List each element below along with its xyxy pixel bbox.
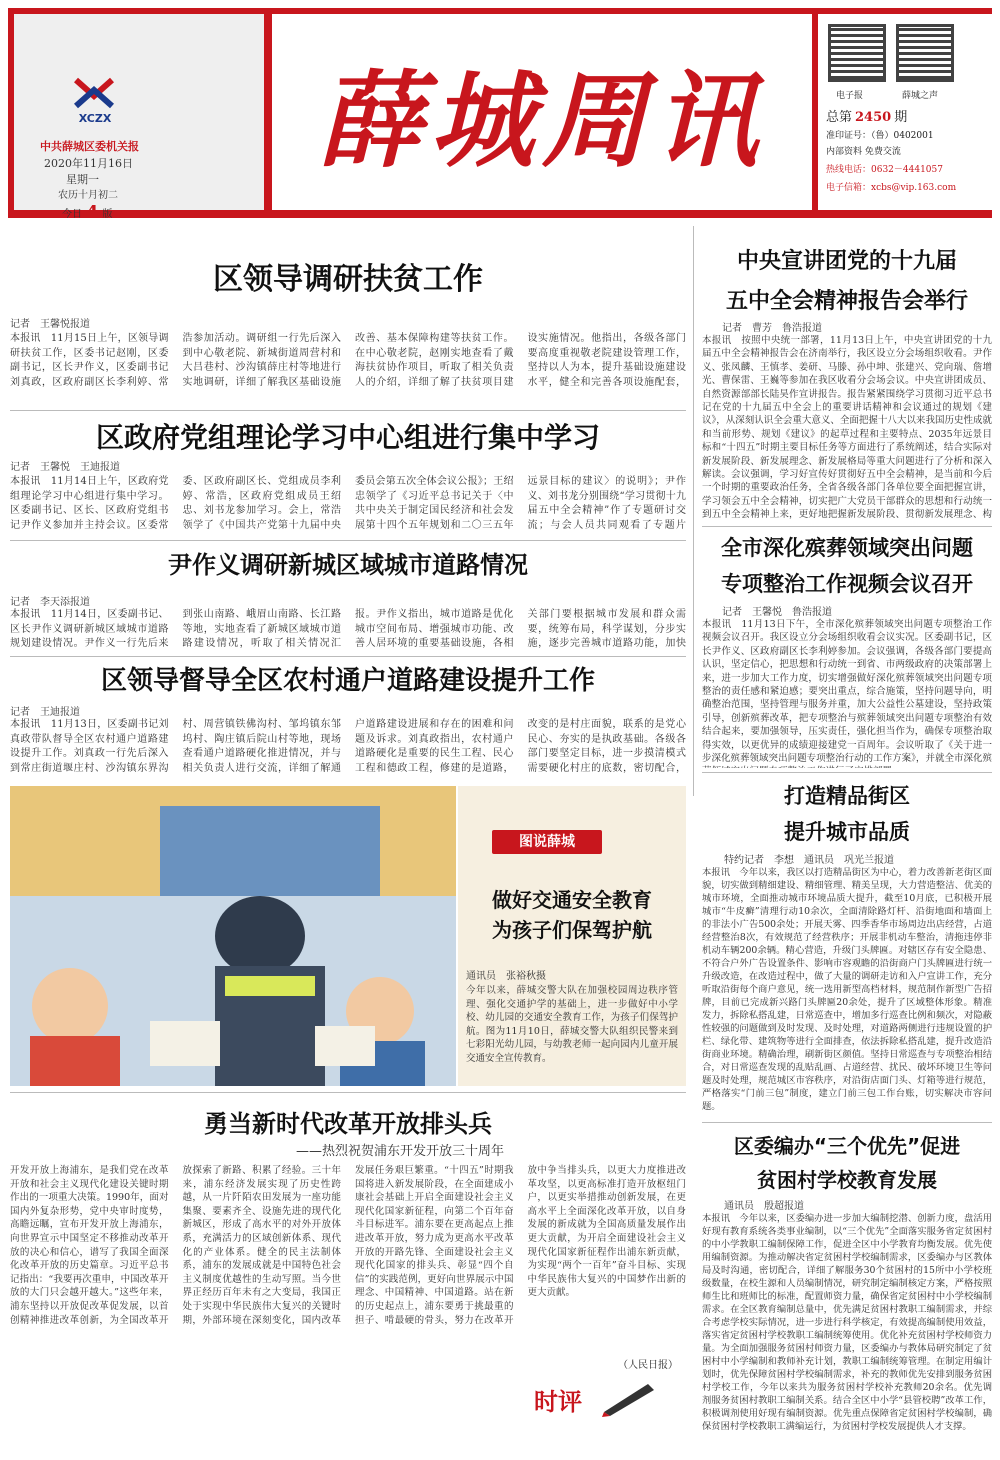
pen-icon [600,1378,660,1418]
issue-number-value: 2450 [855,110,892,125]
permit: 准印证号：（鲁）0402001 [826,131,934,141]
article-a8-byline: 通讯员 殷超报道 [724,1201,804,1212]
article-a2-title[interactable]: 区政府党组理论学习中心组进行集中学习 [95,421,600,454]
article-a1-body: 本报讯 11月15日上午，区领导调研扶贫工作，区委书记赵刚，区委副书记，区长尹作义，区委副书记刘真政，区政府副区长李利婷、常浩参加活动。调研组一行先后深入到中心敬老院、新城街道周营村和大吕巷村、沙沟镇薛庄村等地进行实地调研，详细了解我区基础设施改善、基本保障构建等扶贫工作。在中心敬老院，赵刚实地查看了戴海扶贫协作项目，听取了相关负责人的介绍，详细了解了扶贫项目建设实施情况。他指出，各级各部门要高度重视敬老院建设管理工作，坚持以人为本，提升基础设施建设水平，健全和完善各项设施配套， [10,333,686,388]
divider [10,1092,686,1093]
divider [10,410,686,411]
issue-number [826,106,907,125]
article-a2-body: 本报讯 11月14日上午，区政府党组理论学习中心组进行集中学习。区委副书记、区长、区政府党组书记尹作义参加并主持会议。区委常委、区政府副区长、党组成员李利婷、常浩，区政府党组成员王绍忠、刘书龙参加学习。会上，常浩领学了《中国共产党第十九届中央委员会第五次全体会议公报》；王绍忠领学了《习近平总书记关于〈中共中央关于制定国民经济和社会发展第十四个五年规划和二〇三五年远景目标的建议〉的说明》；尹作义、刘书龙分别围绕“学习贯彻十九届五中全会精神”作了专题研讨交流；与会人员共同观看了专题片 [10,476,686,531]
article-a8-body: 本报讯 今年以来，区委编办进一步加大编制挖潜、创新力度，盘活用好现有教育系统各类事业编制，以“三个优先”全面落实服务省定贫困村的中小学教职工编制保障工作，促进全区中小学教育均衡发展。优先使用编制资源。为推动解决省定贫困村学校编制需求，区委编办与区教体局及时沟通，密切配合，详细了解服务30个贫困村的15所中小学校班级数量，在校生源和人员编制情况，研究制定编制核定方案，严格按照师生比和班师比的标准，配置师资力量，确保省定贫困村中小学校编制需求。在全区教育编制总量中，优先满足贫困村教职工编制需求，并综合考虑学校实际情况，进一步进行科学核定，有效提高编制使用效益，落实省定贫困村学校教职工编制统筹使用。优化补充贫困村学校师资力量。为全面加强服务贫困村师资力量，区委编办与教体局研究制定了贫困村中小学编制和教师补充计划，教职工编制统筹管理。在制定用编计划时，优先保障贫困村学校编制需求，补充的教师优先安排到服务贫困村学校工作，今年以来共为服务贫困村学校补充教师20余名。优先调剂服务贫困村教职工编制关系。结合全区中小学“县管校聘”改革工作，积极调剂使用好现有编制资源。优先重点保障省定贫困村学校编制，确保贫困村学校教职工满编运行，为贫困村学校发展提供人才支撑。 [702,1213,992,1432]
issue-unit: 期 [894,110,908,125]
photo-caption-panel [458,786,686,1086]
photo-caption: 今年以来，薛城交警大队在加强校园周边秩序管理、强化交通护学的基础上，进一步做好中小学校、幼儿园的交通安全教育工作，为孩子们保驾护航。图为11月10日，薛城交警大队组织民警来到七彩阳光幼儿园，与幼教老师一起向园内儿童开展交通安全宣传教育。 [466,985,678,1064]
qr-code-icon[interactable] [896,24,954,82]
masthead-contact-panel [818,14,992,210]
article-a5-title-line2[interactable]: 五中全会精神报告会举行 [725,289,968,314]
article-a5-byline: 记者 曹芳 鲁浩报道 [722,323,822,334]
photo-illustration [10,786,456,1086]
qr-code-icon[interactable] [828,24,886,82]
photo-byline: 通讯员 张裕秋摄 [466,971,546,982]
article-a6-title-line1[interactable]: 全市深化殡葬领域突出问题 [721,536,973,560]
photo-title-line2[interactable]: 为孩子们保驾护航 [492,918,652,942]
page-count [62,202,142,223]
article-a1-title[interactable]: 区领导调研扶贫工作 [213,262,483,297]
pages-unit: 版 [102,209,113,220]
hotline: 热线电话：0632－4441057 [826,165,943,175]
masthead-info-panel [14,14,264,223]
section-label-commentary: 时评 [534,1388,582,1416]
article-a2-byline: 记者 王馨悦 王迪报道 [10,462,120,473]
article-a9-subtitle: ——热烈祝贺浦东开发开放三十周年 [295,1144,504,1159]
article-a9-title[interactable]: 勇当新时代改革开放排头兵 [204,1110,492,1138]
article-a1-byline: 记者 王馨悦报道 [10,319,90,330]
divider [702,1122,992,1123]
divider [702,772,992,773]
lunar-date: 农历十月初二 [58,190,118,201]
article-a6-title-line2[interactable]: 专项整治工作视频会议召开 [721,572,973,596]
article-a4-byline: 记者 王迪报道 [10,707,80,718]
article-a8-title-line1[interactable]: 区委编办“三个优先”促进 [733,1134,961,1158]
issue-label: 总第 [826,110,853,125]
internal-note: 内部资料 免费交流 [826,147,901,157]
article-a7-body: 本报讯 今年以来，我区以打造精品街区为中心，着力改善新老街区面貌，切实做到精细建设、精细管理、精美呈现，大力营造整洁、优美的城市环境，全面推动城市环境品质大提升，截至10月底，已积极开展城市“牛皮癣”清理行动10余次，全面清除路灯杆、沿街地面和墙面上的非法小广告500余处；开展天雾、四季香华市场周边出店经营，占道经营整治8次，有效规范了经营秩序；开展非机动车整治，清拖违停非机动车辆200余辆。精心营造，升级门头牌匾。对辖区存有安全隐患、不符合户外广告设置条件、影响市容观瞻的沿街商户门头牌匾进行统一升级改造，在改造过程中，做了大量的调研走访和入户宣讲工作，充分听取沿街每个商户意见，统一选用新型高档材料，规范制作新型广告招牌，目前已完成新兴路门头牌匾20余处，提升了区域整体形象。精准发力，拆除私搭乱建，日常巡查中，增加多行巡查比例和频次，对隐蔽性较强的问题做到及时发现、及时处理，对道路两侧进行违规设置的护栏、绿化带、建筑物等进行全面排查，依法拆除私搭乱建，提升改造沿街商业环境。精确治理，刷新街区颜值。坚持日常巡查与专项整治相结合，对日常巡查发现的乱贴乱画、占道经营、扰民、破坏环境卫生等问题及时处理，规范城区市容秩序，对沿街店面门头、灯箱等进行规范，严格落实“门前三包”制度，建立门前三包工作台账，切实解决市容问题。 [702,867,992,1112]
newspaper-title [272,14,812,210]
logo-abbr: XCZX [78,112,112,125]
email: 电子信箱：xcbs@vip.163.com [826,183,957,193]
article-a8-title-line2[interactable]: 贫困村学校教育发展 [757,1168,937,1192]
qr1-label: 电子报 [836,91,864,101]
article-a9-body: 开发开放上海浦东，是我们党在改革开放和社会主义现代化建设关键时期作出的一项重大决策。1990年，面对国内外复杂形势，党中央审时度势，高瞻远瞩，宣布开发开放上海浦东，向世界宣示中国坚定不移推动改革开放的决心和信心，谱写了我国全面深化改革开放的历史篇章。习近平总书记指出：“我要再次重申，中国改革开放的大门只会越开越大。”这些年来，浦东坚持以开放促改革促发展，以首创精神推进改革创新，为全国改革开放探索了新路、积累了经验。三十年来，浦东经济发展实现了历史性跨越，从一片阡陌农田发展为一座功能集聚、要素齐全、设施先进的现代化新城区，形成了高水平的对外开放体系，充满活力的区域创新体系、现代化的产业体系。健全的民主法制体系，浦东的发展成就是中国特色社会主义制度优越性的生动写照。当今世界正经历百年未有之大变局，我国正处于实现中华民族伟大复兴的关键时期，外部环境在深刻变化，国内改革发展任务艰巨繁重。“十四五”时期我国将进入新发展阶段，在全面建成小康社会基础上开启全面建设社会主义现代化国家新征程，向第二个百年奋斗目标进军。浦东要在更高起点上推进改革开放，努力成为更高水平改革开放的开路先锋、全面建设社会主义现代化国家的排头兵、彰显“四个自信”的实践范例，更好向世界展示中国理念、中国精神、中国道路。站在新的历史起点上，浦东要勇于挑最重的担子、啃最硬的骨头，努力在改革开放中争当排头兵，以更大力度推进改革攻坚，以更高标准打造开放枢纽门户，以更实举措推动创新发展，在更高水平上全面深化改革开放，以自身发展的新成就为全国高质量发展作出更大贡献，为开启全面建设社会主义现代化国家新征程作出浦东新贡献，为实现“两个一百年”奋斗目标、实现中华民族伟大复兴的中国梦作出新的更大贡献。 [10,1165,686,1326]
article-a4-title[interactable]: 区领导督导全区农村通户道路建设提升工作 [100,666,595,696]
article-a5-body: 本报讯 按照中央统一部署，11月13日上午，中央宣讲团党的十九届五中全会精神报告会在济南举行，我区设立分会场组织收看。尹作义、张凤麟、王慎孝、姜研、马滕、孙中坤、张建兴、党向瑞、詹增光、曹保雷、王巍等参加在我区收看分会场会议。中央宣讲团成员、自然资源部部长陆昊作宣讲报告。报告紧紧围绕学习贯彻习近平总书记在党的十九届五中全会上的重要讲话精神和会议通过的规划《建议》，从深刻认识全会重大意义、全面把握十八大以来我国历史性成就和当前形势、规划《建议》的起草过程和主要特点、2035年远景目标和“十四五”时期主要目标任务等方面进行了系统阐述，结合实际对新发展阶段、新发展理念、新发展格局等重大问题进行了分析和深入解读。会议强调，学习好宣传好贯彻好五中全会精神，是当前和今后一个时期的重要政治任务，全省各级各部门各单位要全面把握宣讲，学习领会五中全会精神，切实把广大党员干部群众的思想和行动统一到五中全会精神上来，更好地把握新发展阶段、贯彻新发展理念、构 [702,335,992,521]
logo-icon [72,76,116,110]
article-a9-source: （人民日报） [618,1360,678,1371]
article-a6-byline: 记者 王馨悦 鲁浩报道 [722,607,832,618]
section-tag: 图说薛城 [492,830,602,854]
article-a5-title-line1[interactable]: 中央宣讲团党的十九届 [736,249,957,274]
issue-date: 2020年11月16日 [44,157,133,170]
divider [10,540,686,541]
article-a3-byline: 记者 李天添报道 [10,597,90,608]
article-a3-title[interactable]: 尹作义调研新城区域城市道路情况 [168,551,528,579]
article-a4-body: 本报讯 11月13日，区委副书记刘真政带队督导全区农村通户道路建设提升工作。刘真政一行先后深入到常庄街道堰庄村、沙沟镇东界沟村、周营镇铁佛沟村、邹坞镇东邹坞村、陶庄镇后院山村等地，现场查看通户道路硬化推进情况，并与相关负责人进行交流，详细了解通户道路建设进展和存在的困难和问题及诉求。刘真政指出，农村通户道路硬化是重要的民生工程、民心工程和德政工程，修建的是道路，改变的是村庄面貌，联系的是党心民心、夯实的是执政基础。各级各部门要坚定目标，进一步摸清模式需要硬化村庄的底数，密切配合， [10,719,686,774]
article-a7-title-line1[interactable]: 打造精品街区 [784,784,910,808]
article-a7-byline: 特约记者 李想 通讯员 巩光兰报道 [724,855,894,866]
article-a6-body: 本报讯 11月13日下午，全市深化殡葬领域突出问题专项整治工作视频会议召开。我区设立分会场组织收看会议实况。区委副书记，区长尹作义、区政府副区长李利婷参加。会议强调，各级各部门要提高认识，坚定信心，把思想和行动统一到省、市两级政府的决策部署上来，进一步加大工作力度，切实增强做好深化殡葬领域突出问题专项整治的责任感和紧迫感；要突出重点，综合施策，坚持问题导向，明确整治范围，坚持管理与服务并重，加大公益性公墓建设，坚持政策引导，创新殡葬改革，把专项整治与殡葬领域突出问题专项整治有效结合起来，要加强领导，压实责任，强化担当作为，确保专项整治取得实效，以更优异的成绩迎接建党一百周年。会议听取了《关于进一步深化殡葬领域突出问题专项整治行动的工作方案》，并就全市深化殡 [702,619,992,765]
weekday: 星期一 [66,173,99,186]
article-a7-title-line2[interactable]: 提升城市品质 [784,820,910,844]
pages-label: 今日 [62,209,82,220]
qr2-label: 薛城之声 [902,91,939,101]
publisher: 中共薛城区委机关报 [40,140,139,153]
article-a3-body: 本报讯 11月14日，区委副书记、区长尹作义调研新城区域城市道路规划建设情况。尹作义一行先后来到张山南路、峨眉山南路、长江路等地，实地查看了新城区域城市道路建设情况，听取了相关情况汇报。尹作义指出，城市道路是优化城市空间布局、增强城市功能、改善人居环境的重要基础设施，各相关部门要根据城市发展和群众需要，统筹布局，科学谋划，分步实施，逐步完善城市道路功能，加快 [10,609,686,649]
newspaper-title-text: 薛城周讯 [317,59,766,182]
column-divider [693,226,694,796]
pages-count: 4 [86,202,99,223]
divider [702,526,992,527]
divider [10,656,686,657]
photo-title-line1[interactable]: 做好交通安全教育 [492,888,652,912]
news-photo[interactable] [10,786,456,1086]
